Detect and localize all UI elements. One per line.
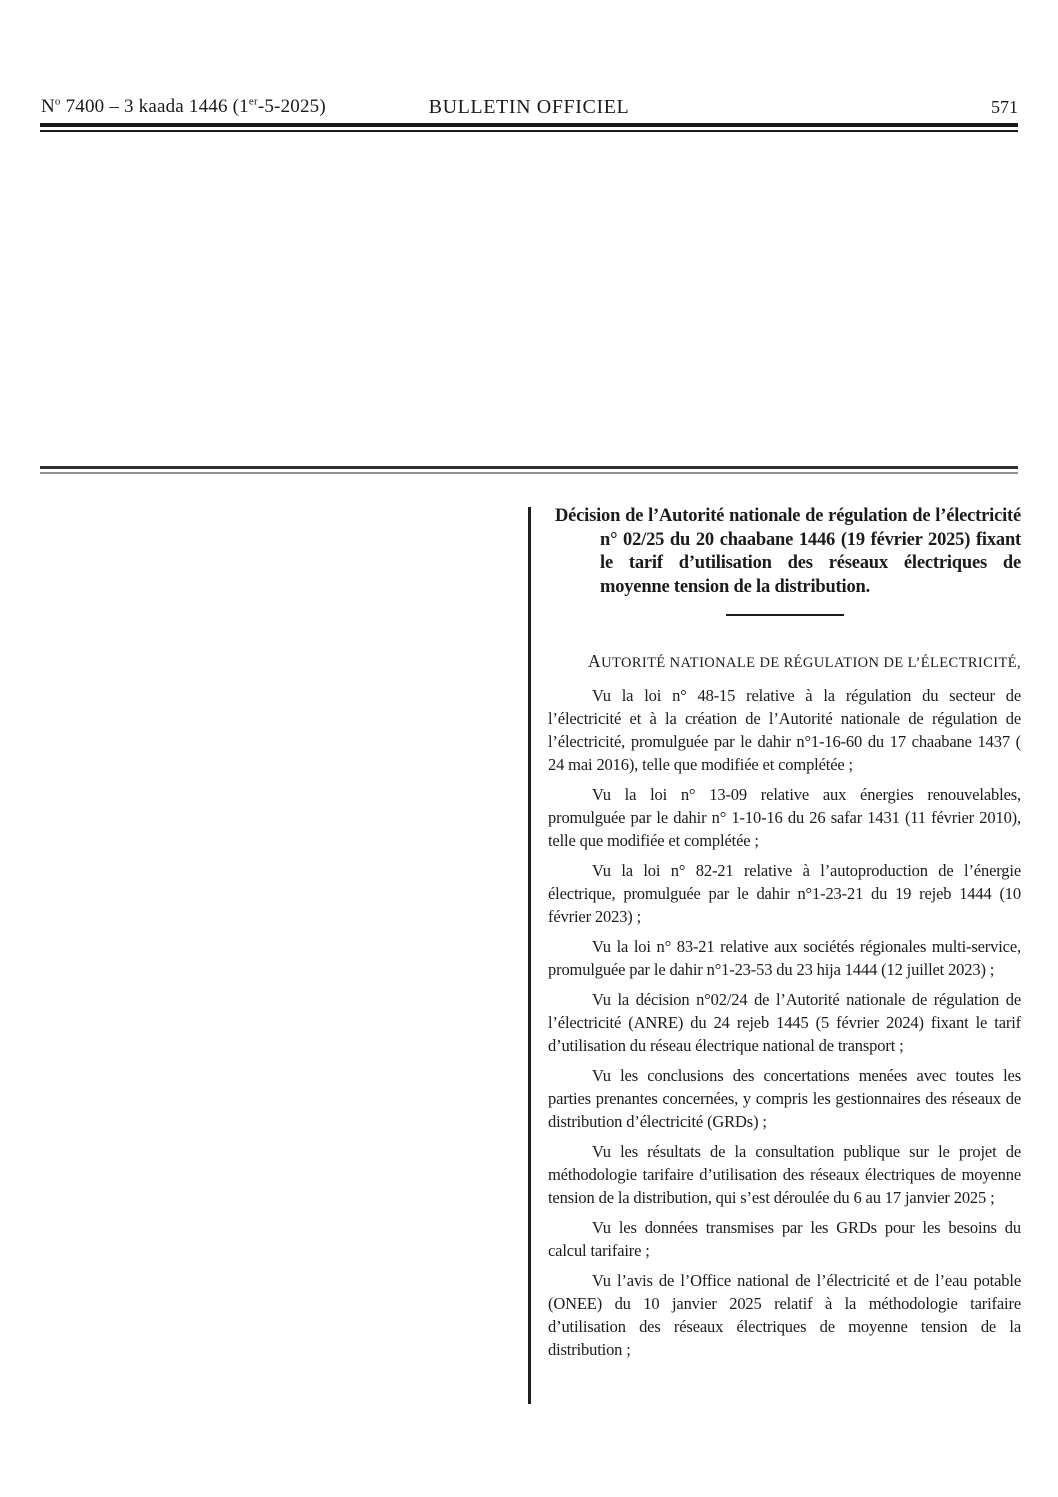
mid-page-rule-thick (40, 466, 1018, 469)
journal-title: BULLETIN OFFICIEL (428, 96, 630, 118)
authority-heading-initial: A (588, 651, 602, 671)
issue-date-ordinal: er (248, 95, 258, 108)
title-separator-rule (726, 614, 844, 616)
paragraph-visa-decision-02-24: Vu la décision n°02/24 de l’Autorité nationale de régulation de l’électricité (ANRE) du 24 rejeb 1445 (5 février 2024) fixant le tarif d’utilisation du réseau électrique national de transport ; (548, 990, 1021, 1055)
article-column (548, 497, 1021, 1361)
authority-heading-rest: UTORITÉ NATIONALE DE RÉGULATION DE L’ÉLECTRICITÉ, (601, 655, 1021, 671)
mid-page-rule-thin (40, 472, 1018, 474)
column-divider-line (528, 507, 531, 1404)
paragraph-visa-law-48-15: Vu la loi n° 48-15 relative à la régulation du secteur de l’électricité et à la création de l’Autorité nationale de régulation de l’électricité, promulguée par le dahir n°1-16-60 du 17 chaabane 1437 ( 24 mai 2016), telle que modifiée et complétée ; (548, 686, 1021, 774)
paragraph-visa-avis-onee: Vu l’avis de l’Office national de l’électricité et de l’eau potable (ONEE) du 10 janvier 2025 relatif à la méthodologie tarifaire d’utilisation des réseaux électriques de moyenne tension de la distribution ; (548, 1271, 1021, 1359)
paragraph-visa-donnees-grds: Vu les données transmises par les GRDs pour les besoins du calcul tarifaire ; (548, 1218, 1021, 1260)
header-rule-thick (40, 123, 1018, 127)
header-rule-thin (40, 130, 1018, 132)
paragraph-visa-law-82-21: Vu la loi n° 82-21 relative à l’autoproduction de l’énergie électrique, promulguée par le dahir n°1-23-21 du 19 rejeb 1444 (10 février 2023) ; (548, 861, 1021, 926)
decision-title: Décision de l’Autorité nationale de régulation de l’électricité n° 02/25 du 20 chaabane 1446 (19 février 2025) fixant le tarif d’utilisation des réseaux électriques de moyenne tension de la distribution. (555, 506, 1021, 597)
paragraph-visa-law-13-09: Vu la loi n° 13-09 relative aux énergies renouvelables, promulguée par le dahir n° 1-10-16 du 26 safar 1431 (11 février 2010), telle que modifiée et complétée ; (548, 785, 1021, 850)
paragraph-visa-consultation: Vu les résultats de la consultation publique sur le projet de méthodologie tarifaire d’utilisation des réseaux électriques de moyenne tension de la distribution, qui s’est déroulée du 6 au 17 janvier 2025 ; (548, 1142, 1021, 1207)
authority-heading (548, 651, 1021, 672)
issue-number-end: -5-2025) (257, 96, 326, 117)
paragraph-visa-concertations: Vu les conclusions des concertations menées avec toutes les parties prenantes concernées, y compris les gestionnaires des réseaux de distribution d’électricité (GRDs) ; (548, 1066, 1021, 1131)
page-number: 571 (991, 97, 1018, 117)
issue-number-prefix: N (41, 96, 55, 117)
issue-number-ordinal: o (54, 95, 61, 108)
paragraph-visa-law-83-21: Vu la loi n° 83-21 relative aux sociétés régionales multi-service, promulguée par le dahir n°1-23-53 du 23 hija 1444 (12 juillet 2023) ; (548, 937, 1021, 979)
issue-number-mid: 7400 – 3 kaada 1446 (1 (60, 96, 249, 117)
